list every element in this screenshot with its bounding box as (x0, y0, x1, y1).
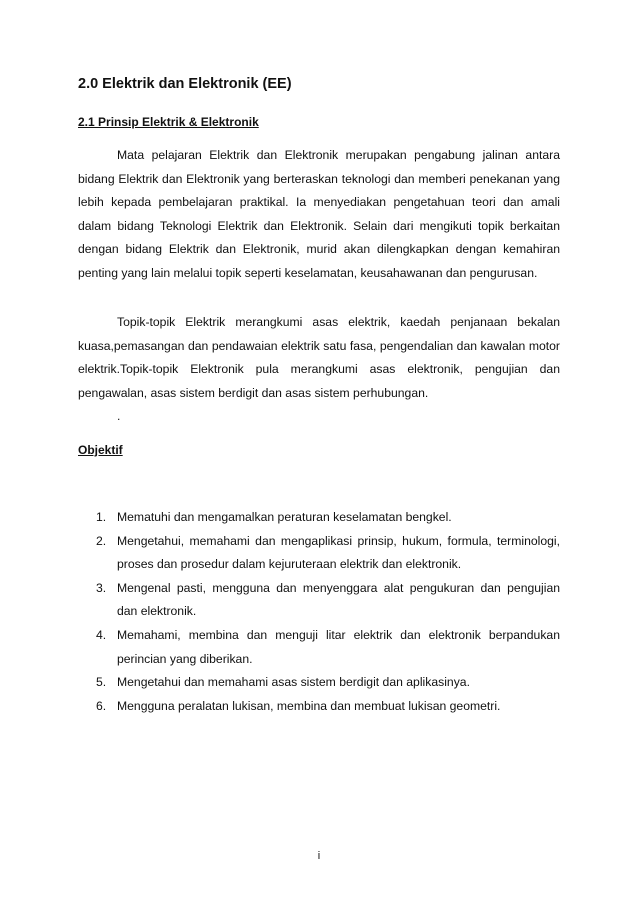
paragraph-intro (78, 144, 560, 286)
stray-dot: . (117, 409, 121, 423)
objective-text: Memahami, membina dan menguji litar elektrik dan elektronik berpandukan perincian yang diberikan. (117, 627, 560, 666)
objective-text: Mengenal pasti, mengguna dan menyenggara alat pengukuran dan pengujian dan elektronik. (117, 580, 560, 619)
section-heading: 2.0 Elektrik dan Elektronik (EE) (78, 76, 292, 92)
objective-number: 1. (96, 510, 107, 524)
objective-number: 6. (96, 698, 107, 713)
objective-number: 2. (96, 533, 107, 548)
objective-item (78, 530, 560, 577)
objective-item (78, 506, 560, 530)
paragraph-topics-text: Topik-topik Elektrik merangkumi asas elektrik, kaedah penjanaan bekalan kuasa,pemasangan dan pendawaian elektrik satu fasa, pengendalian dan kawalan motor elektrik.Topik-topik Elektronik pula merangkumi asas elektronik, pengujian dan pengawalan, asas sistem berdigit dan asas sistem perhubungan. (78, 315, 560, 400)
objective-number: 5. (96, 675, 107, 690)
paragraph-topics (78, 311, 560, 405)
objective-item (78, 671, 560, 695)
objective-item (78, 624, 560, 671)
objective-text: Mengetahui, memahami dan mengaplikasi prinsip, hukum, formula, terminologi, proses dan prosedur dalam kejuruteraan elektrik dan elektronik. (117, 533, 560, 572)
paragraph-intro-text: Mata pelajaran Elektrik dan Elektronik merupakan pengabung jalinan antara bidang Elektrik dan Elektronik yang berteraskan teknologi dan memberi penekanan yang lebih kepada pembelajaran praktikal. Ia menyediakan pengetahuan teori dan amali dalam bidang Teknologi Elektrik dan Elektronik. Selain dari mengikuti topik berkaitan dengan bidang Elektrik dan Elektronik, murid akan dilengkapkan dengan kemahiran penting yang lain melalui topik seperti keselamatan, keusahawanan dan pengurusan. (78, 148, 560, 280)
objective-number: 4. (96, 627, 107, 642)
objective-item (78, 695, 560, 719)
objective-item (78, 577, 560, 624)
objective-text: Mengguna peralatan lukisan, membina dan membuat lukisan geometri. (117, 698, 501, 713)
objectives-heading: Objektif (78, 443, 123, 457)
objectives-list (78, 506, 560, 718)
subsection-heading: 2.1 Prinsip Elektrik & Elektronik (78, 115, 259, 129)
page-number: i (317, 850, 321, 862)
objective-number: 3. (96, 580, 107, 595)
objective-text: Mematuhi dan mengamalkan peraturan keselamatan bengkel. (117, 510, 452, 524)
objective-text: Mengetahui dan memahami asas sistem berdigit dan aplikasinya. (117, 675, 470, 690)
